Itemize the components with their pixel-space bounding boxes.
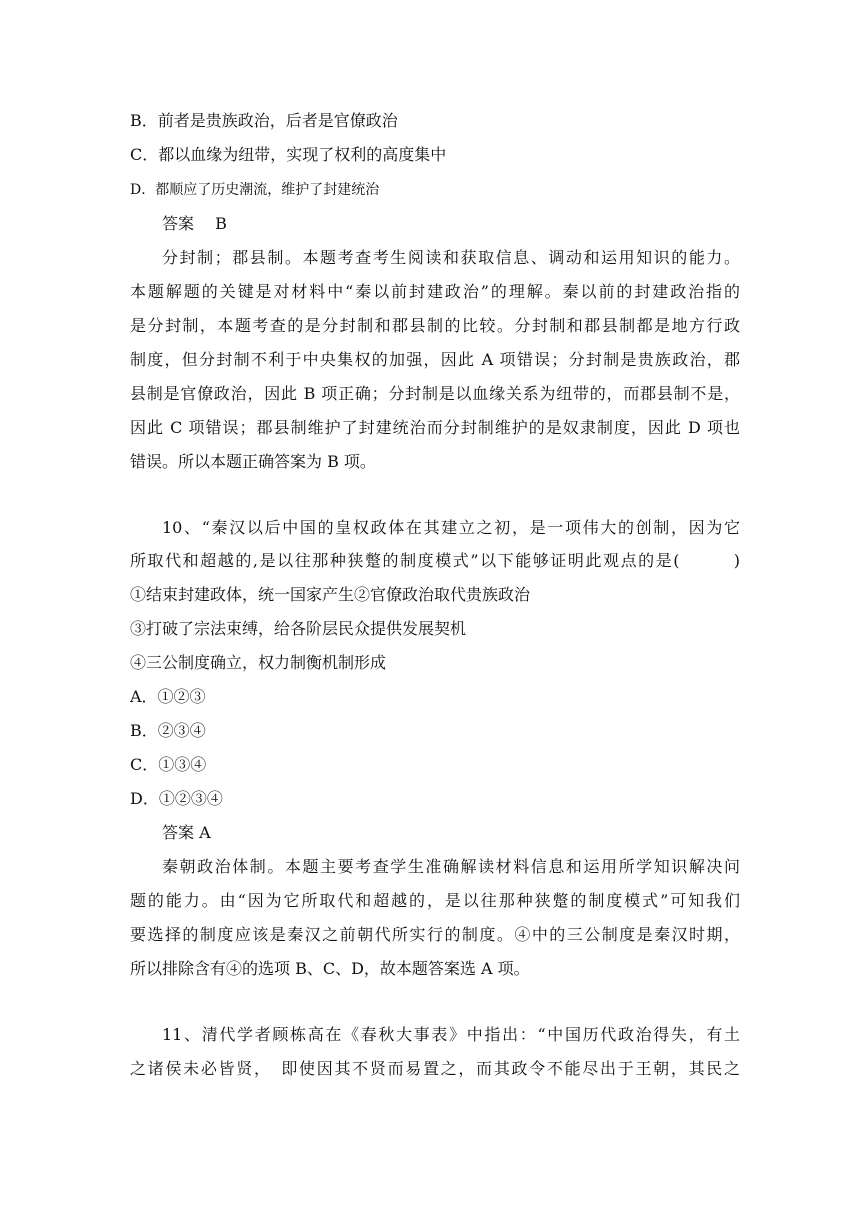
q10-statement: ③打破了宗法束缚，给各阶层民众提供发展契机	[130, 619, 467, 638]
q10-explanation-line: 题的能力。由“因为它所取代和超越的，是以往那种狭蹩的制度模式”可知我们	[130, 891, 740, 910]
q9-explanation-line: 是分封制，本题考查的是分封制和郡县制的比较。分封制和郡县制都是地方行政	[130, 316, 740, 335]
q11-stem-line: 11、清代学者顾栋高在《春秋大事表》中指出：“中国历代政治得失，有土	[162, 1025, 740, 1044]
q9-answer: 答案 B	[162, 214, 227, 233]
q10-statement: ④三公制度确立，权力制衡机制形成	[130, 653, 387, 672]
q9-explanation-line: 本题解题的关键是对材料中“秦以前封建政治”的理解。秦以前的封建政治指的	[130, 282, 740, 301]
q10-option-a: A．①②③	[130, 687, 206, 706]
q10-option-c: C．①③④	[130, 755, 207, 774]
q9-explanation-line: 因此 C 项错误；郡县制维护了封建统治而分封制维护的是奴隶制度，因此 D 项也	[130, 418, 740, 437]
q9-option-b: B．前者是贵族政治，后者是官僚政治	[130, 111, 398, 130]
q10-option-d: D．①②③④	[130, 789, 223, 808]
q10-statement: ①结束封建政体，统一国家产生②官僚政治取代贵族政治	[130, 585, 531, 604]
q10-stem-line: 所取代和超越的,是以往那种狭蹩的制度模式”以下能够证明此观点的是( )	[130, 551, 740, 570]
q10-option-b: B．②③④	[130, 721, 206, 740]
q10-stem-line: 10、“秦汉以后中国的皇权政体在其建立之初，是一项伟大的创制，因为它	[162, 518, 740, 537]
q11-stem-line: 之诸侯未必皆贤， 即使因其不贤而易置之，而其政令不能尽出于王朝，其民之	[130, 1059, 740, 1078]
q9-option-c: C．都以血缘为纽带，实现了权利的高度集中	[130, 145, 447, 164]
q9-explanation-line: 县制是官僚政治，因此 B 项正确；分封制是以血缘关系为纽带的，而郡县制不是，	[130, 384, 740, 403]
q9-option-d: D．都顺应了历史潮流，维护了封建统治	[130, 182, 380, 198]
q9-explanation-line: 错误。所以本题正确答案为 B 项。	[130, 452, 376, 471]
q10-answer: 答案 A	[162, 823, 211, 842]
q9-explanation-line: 制度，但分封制不利于中央集权的加强，因此 A 项错误；分封制是贵族政治，郡	[130, 350, 740, 369]
q10-explanation-line: 所以排除含有④的选项 B、C、D，故本题答案选 A 项。	[130, 959, 530, 978]
q10-explanation-line: 秦朝政治体制。本题主要考查学生准确解读材料信息和运用所学知识解决问	[162, 857, 740, 876]
q10-explanation-line: 要选择的制度应该是秦汉之前朝代所实行的制度。④中的三公制度是秦汉时期，	[130, 925, 740, 944]
q9-explanation-line: 分封制；郡县制。本题考查考生阅读和获取信息、调动和运用知识的能力。	[162, 248, 740, 267]
